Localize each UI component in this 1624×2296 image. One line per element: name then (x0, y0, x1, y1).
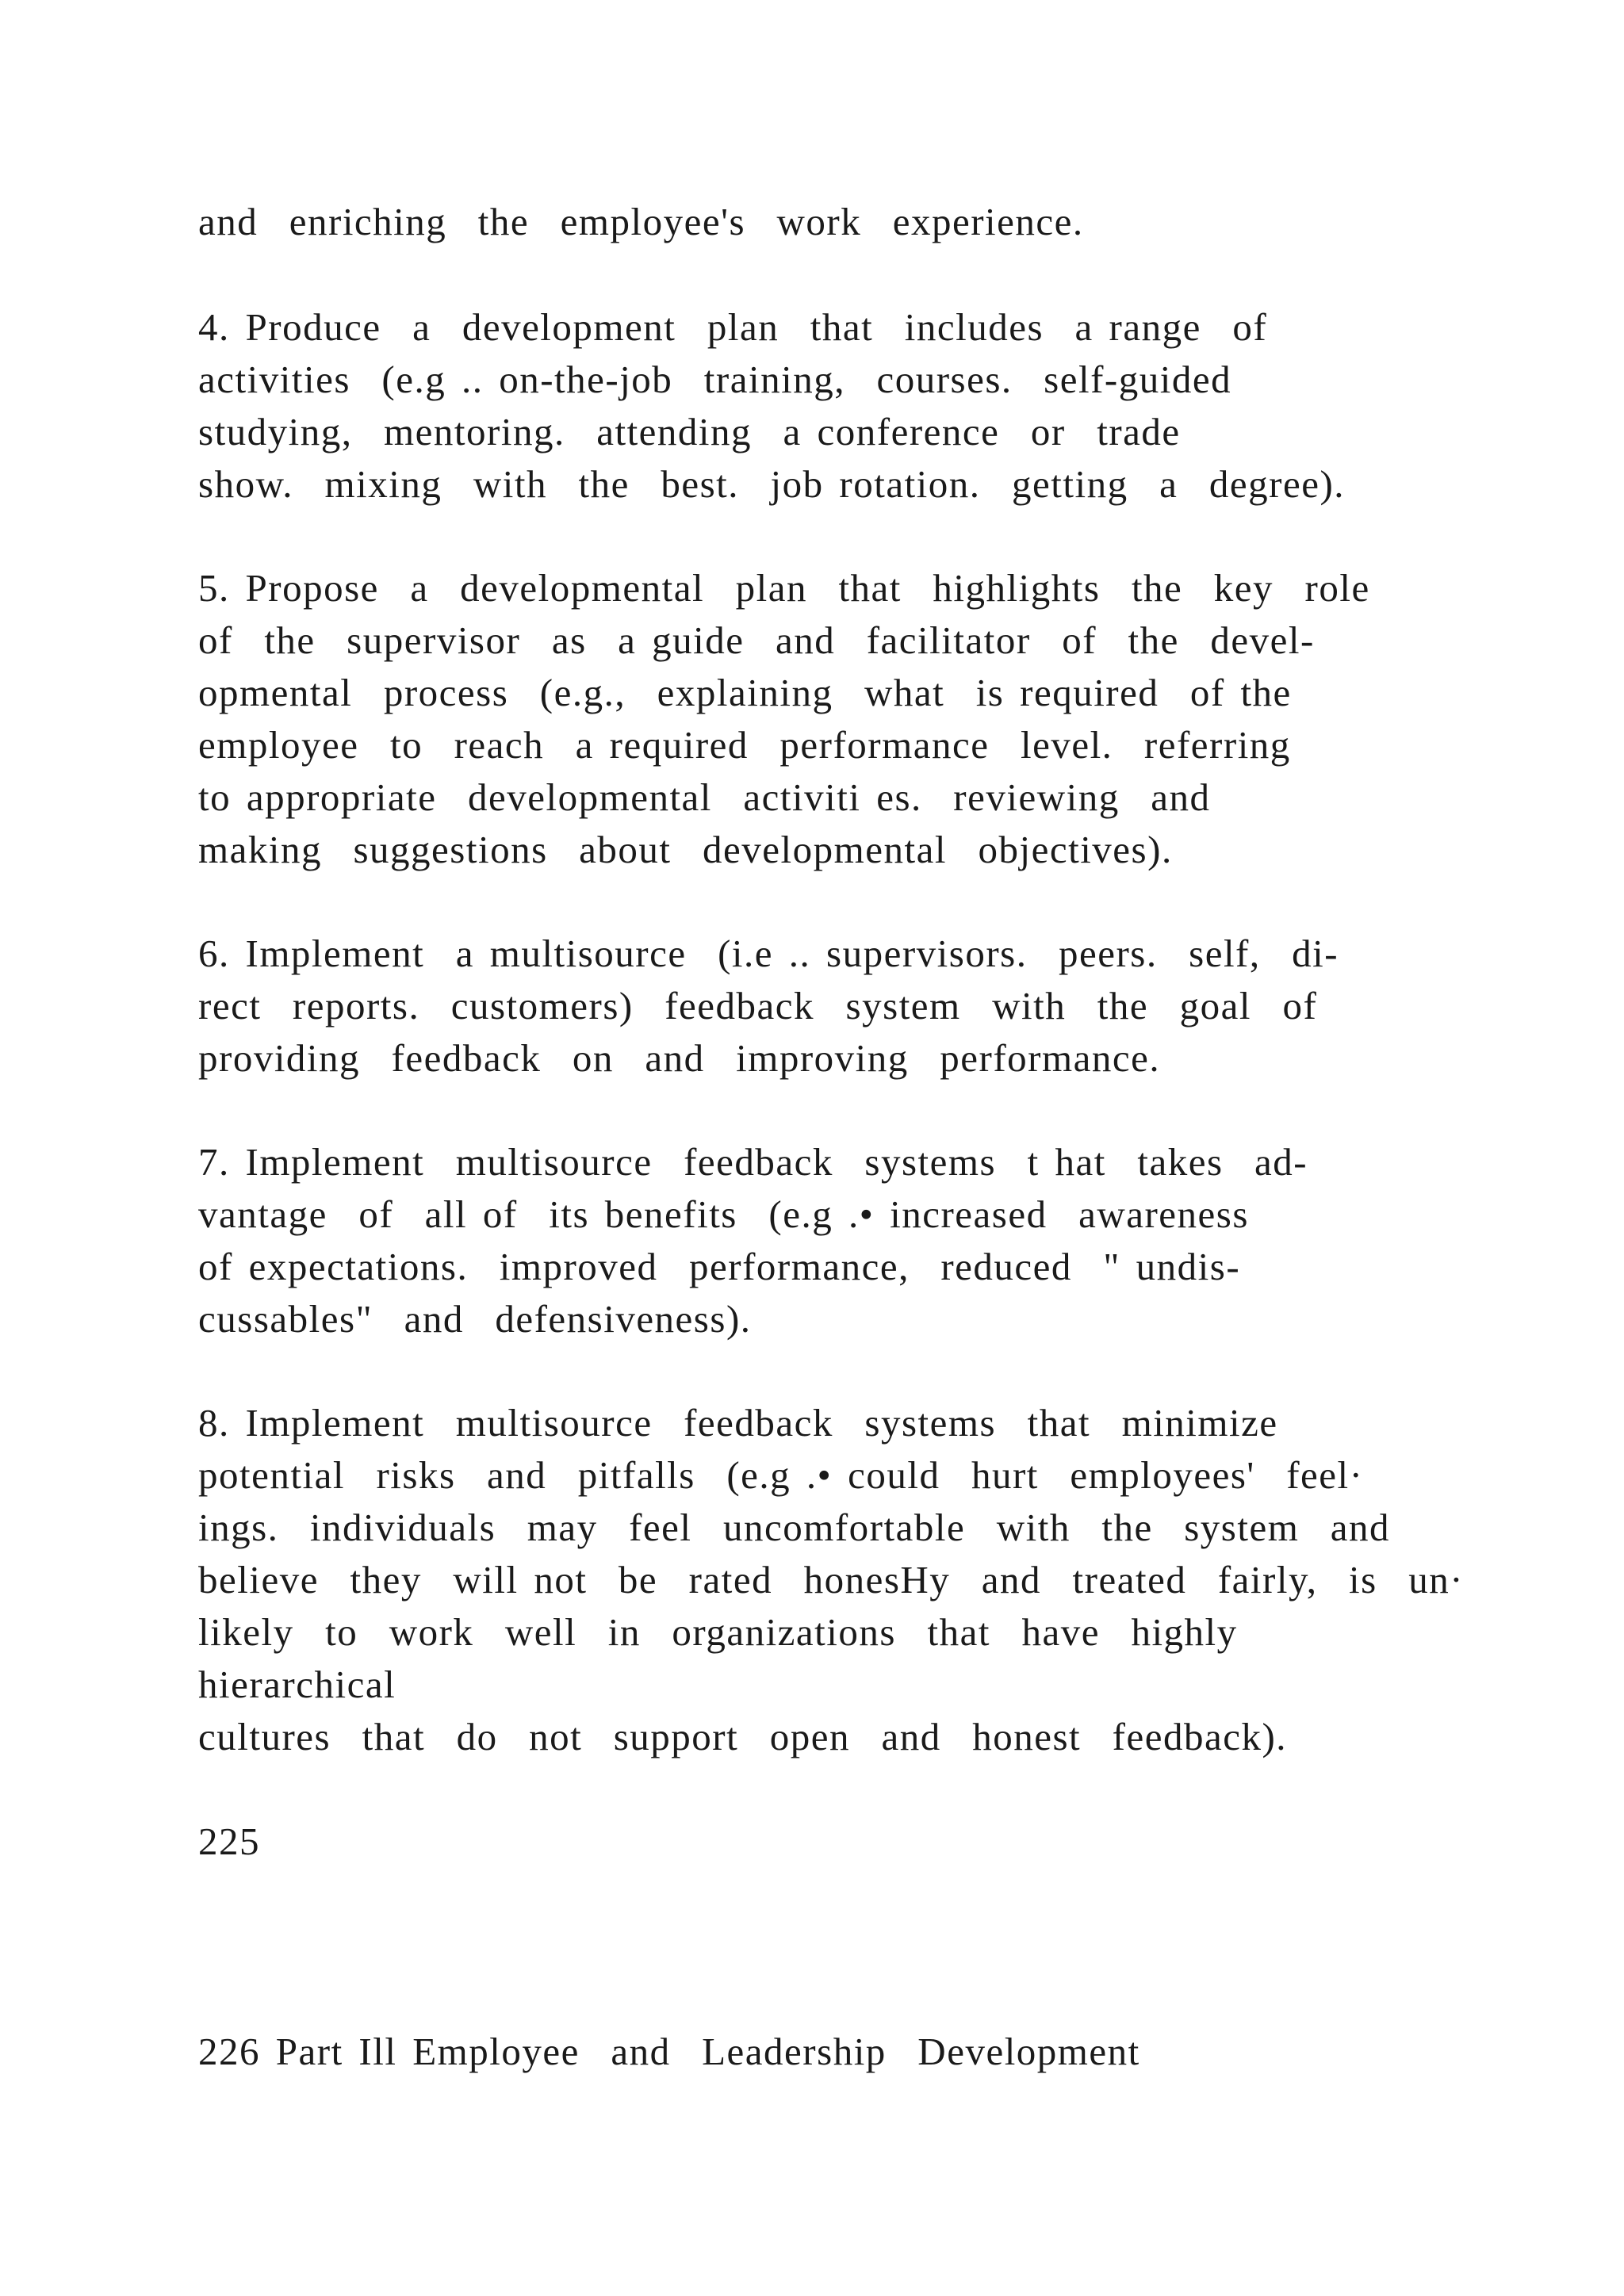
item-8-line: cultures that do not support open and honest feedback). (198, 1715, 1288, 1758)
item-4-line: studying, mentoring. attending a conference or trade (198, 410, 1181, 453)
item-5-line: making suggestions about developmental objectives). (198, 828, 1173, 871)
item-5-line: of the supervisor as a guide and facilitator of the devel- (198, 618, 1315, 662)
running-header: 226 Part Ill Employee and Leadership Development (198, 2030, 1140, 2073)
item-5-line: to appropriate developmental activiti es. reviewing and (198, 775, 1211, 819)
item-8-line: ings. individuals may feel uncomfortable with the system and (198, 1506, 1391, 1549)
item-4-line: 4. Produce a development plan that includes a range of (198, 305, 1268, 349)
item-8-line: 8. Implement multisource feedback systems that minimize (198, 1401, 1278, 1445)
item-5-line: employee to reach a required performance level. referring (198, 723, 1291, 767)
item-6-line: 6. Implement a multisource (i.e .. supervisors. peers. self, di- (198, 932, 1339, 975)
page-number: 225 (198, 1820, 260, 1863)
item-7-line: of expectations. improved performance, reduced " undis- (198, 1245, 1241, 1288)
item-8-line: hierarchical (198, 1663, 396, 1706)
item-5-line: opmental process (e.g., explaining what is required of the (198, 671, 1292, 714)
item-4-line: show. mixing with the best. job rotation. getting a degree). (198, 462, 1346, 506)
item-8-line: believe they will not be rated honesHy and treated fairly, is un· (198, 1558, 1465, 1601)
item-6-line: providing feedback on and improving performance. (198, 1036, 1161, 1080)
item-7-line: cussables" and defensiveness). (198, 1297, 752, 1341)
item-8-line: likely to work well in organizations that have highly (198, 1610, 1238, 1654)
item-6-line: rect reports. customers) feedback system with the goal of (198, 984, 1318, 1027)
text-line: and enriching the employee's work experience. (198, 200, 1084, 243)
item-5-line: 5. Propose a developmental plan that highlights the key role (198, 566, 1370, 610)
item-8-line: potential risks and pitfalls (e.g .• could hurt employees' feel· (198, 1453, 1364, 1497)
item-4-line: activities (e.g .. on-the-job training, courses. self-guided (198, 358, 1232, 401)
item-7-line: 7. Implement multisource feedback systems t hat takes ad- (198, 1140, 1308, 1184)
item-7-line: vantage of all of its benefits (e.g .• increased awareness (198, 1192, 1249, 1236)
